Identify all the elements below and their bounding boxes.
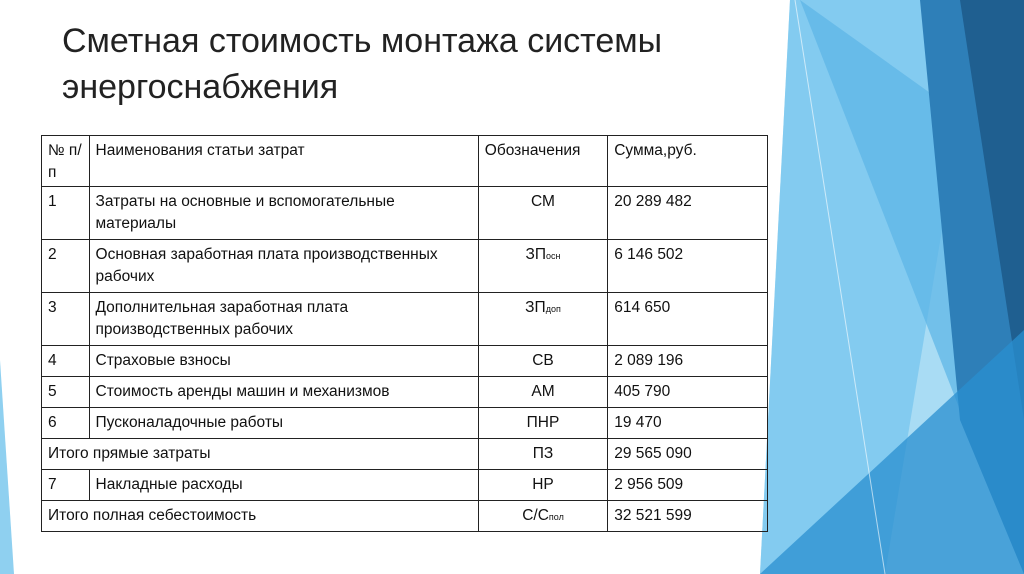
table-row <box>42 346 768 377</box>
row-num: 7 <box>42 470 90 501</box>
row-sum: 2 956 509 <box>608 470 768 501</box>
slide-title-line-1: Сметная стоимость монтажа системы <box>62 22 663 60</box>
header-name: Наименования статьи затрат <box>89 136 478 187</box>
row-name: Накладные расходы <box>89 470 478 501</box>
row-num: 3 <box>42 293 90 346</box>
row-code-main: СВ <box>532 352 554 369</box>
row-code <box>478 377 607 408</box>
table-row-total <box>42 501 768 532</box>
row-code-main: ЗП <box>525 299 546 316</box>
slide-title-line-2: энергоснабжения <box>62 68 339 106</box>
row-num: 6 <box>42 408 90 439</box>
cost-estimate-table <box>41 135 768 532</box>
row-name: Стоимость аренды машин и механизмов <box>89 377 478 408</box>
row-code-main: С/С <box>522 507 549 524</box>
row-code-main: НР <box>532 476 554 493</box>
row-name: Итого прямые затраты <box>42 439 479 470</box>
row-code-main: ПНР <box>526 414 560 431</box>
row-code-main: СМ <box>531 193 555 210</box>
row-num: 5 <box>42 377 90 408</box>
header-code: Обозначения <box>478 136 607 187</box>
row-code-main: ПЗ <box>532 445 554 462</box>
table-header-row <box>42 136 768 187</box>
header-sum: Сумма,руб. <box>608 136 768 187</box>
slide-title <box>62 18 762 110</box>
row-sum: 405 790 <box>608 377 768 408</box>
row-sum: 32 521 599 <box>608 501 768 532</box>
row-code <box>478 187 607 240</box>
row-sum: 19 470 <box>608 408 768 439</box>
row-sum: 29 565 090 <box>608 439 768 470</box>
table-row <box>42 408 768 439</box>
row-sum: 2 089 196 <box>608 346 768 377</box>
row-code-main: АМ <box>531 383 555 400</box>
row-code <box>478 439 607 470</box>
row-code <box>478 346 607 377</box>
table-row <box>42 187 768 240</box>
row-num: 1 <box>42 187 90 240</box>
table-row <box>42 470 768 501</box>
row-name: Затраты на основные и вспомогательные материалы <box>89 187 478 240</box>
header-num: № п/п <box>42 136 90 187</box>
row-code <box>478 408 607 439</box>
row-sum: 614 650 <box>608 293 768 346</box>
row-name: Основная заработная плата производственных рабочих <box>89 240 478 293</box>
row-sum: 20 289 482 <box>608 187 768 240</box>
row-code <box>478 501 607 532</box>
row-code <box>478 470 607 501</box>
row-name: Пусконаладочные работы <box>89 408 478 439</box>
table-row <box>42 377 768 408</box>
row-code <box>478 240 607 293</box>
row-num: 2 <box>42 240 90 293</box>
table-row-subtotal <box>42 439 768 470</box>
row-name: Итого полная себестоимость <box>42 501 479 532</box>
row-name: Дополнительная заработная плата производственных рабочих <box>89 293 478 346</box>
table-row <box>42 293 768 346</box>
row-name: Страховые взносы <box>89 346 478 377</box>
row-code-sub: пол <box>548 512 564 522</box>
row-code-main: ЗП <box>525 246 547 263</box>
table-row <box>42 240 768 293</box>
row-code-sub: осн <box>546 251 561 261</box>
row-code <box>478 293 607 346</box>
row-code-sub: доп <box>545 304 561 314</box>
row-sum: 6 146 502 <box>608 240 768 293</box>
deco-left-sliver <box>0 360 14 574</box>
row-num: 4 <box>42 346 90 377</box>
